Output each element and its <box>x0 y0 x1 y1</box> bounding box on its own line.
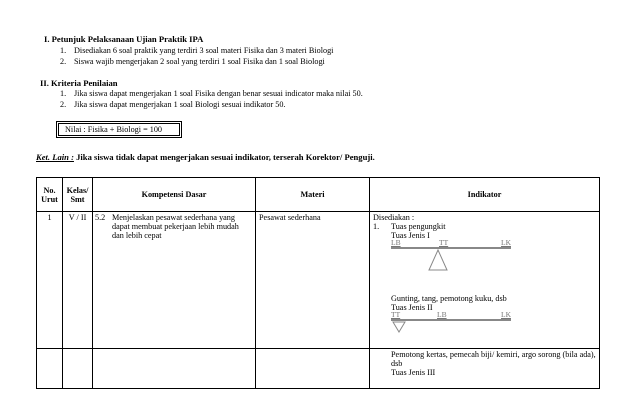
item-number: 1. <box>373 222 380 231</box>
table-row <box>37 349 600 389</box>
item-text: Disediakan 6 soal praktik yang terdiri 3 soal materi Fisika dan 3 materi Biologi <box>74 46 334 55</box>
item-text: Jika siswa dapat mengerjakan 1 soal Fisika dengan benar sesuai indicator maka nilai 50. <box>74 89 363 98</box>
kd-text: Menjelaskan pesawat sederhana yang dapat membuat pekerjaan lebih mudah dan lebih cepat <box>112 213 239 240</box>
lever-label-lk: LK <box>501 238 511 247</box>
item-number: 2. <box>60 100 67 109</box>
lever-type-1-diagram <box>373 240 511 272</box>
nilai-box <box>56 121 182 138</box>
cell-materi: Pesawat sederhana <box>256 212 370 349</box>
section1-item-2 <box>60 57 325 66</box>
lever-label-lb: LB <box>391 238 401 247</box>
cell-kompetensi <box>93 212 256 349</box>
ket-lain-text: Jika siswa tidak dapat mengerjakan sesuai indikator, terserah Korektor/ Penguji. <box>73 152 375 162</box>
cell-indikator <box>370 349 600 389</box>
table-header-row <box>37 178 600 212</box>
lever-type-2-label: Tuas Jenis II <box>391 303 433 312</box>
section1-title: I. Petunjuk Pelaksanaan Ujian Praktik IPA <box>44 34 204 44</box>
section2-item-1 <box>60 89 363 98</box>
lever-label-lb: LB <box>437 310 447 319</box>
lever-beam <box>391 319 511 321</box>
lever-label-tt: TT <box>439 238 449 247</box>
cell-indikator <box>370 212 600 349</box>
header-kelas: Kelas/ Smt <box>63 178 93 212</box>
header-indikator: Indikator <box>370 178 600 212</box>
cell-kelas: V / II <box>63 212 93 349</box>
lever-type-1-label: Tuas Jenis I <box>391 231 430 240</box>
item-text: Jika siswa dapat mengerjakan 1 soal Biologi sesuai indikator 50. <box>74 100 286 109</box>
indikator-intro: Disediakan : <box>373 213 415 222</box>
section2-title: II. Kriteria Penilaian <box>40 78 118 88</box>
cell-no: 1 <box>37 212 63 349</box>
table-row <box>37 212 600 349</box>
ket-lain-label: Ket. Lain : <box>36 152 74 162</box>
item-text: Tuas pengungkit <box>391 222 446 231</box>
lever-type-1-examples: Gunting, tang, pemotong kuku, dsb <box>391 294 507 303</box>
lever-beam <box>391 247 511 249</box>
item-number: 1. <box>60 89 67 98</box>
fulcrum-triangle-icon <box>392 321 406 333</box>
item-number: 1. <box>60 46 67 55</box>
indikator-item <box>373 222 596 231</box>
item-number: 2. <box>60 57 67 66</box>
header-materi: Materi <box>256 178 370 212</box>
item-text: Siswa wajib mengerjakan 2 soal yang terdiri 1 soal Fisika dan 1 soal Biologi <box>74 57 325 66</box>
cell-empty <box>93 349 256 389</box>
section2-item-2 <box>60 100 285 109</box>
ket-lain-note <box>36 152 375 162</box>
section1-item-1 <box>60 46 333 55</box>
cell-empty <box>63 349 93 389</box>
nilai-formula: Nilai : Fisika + Biologi = 100 <box>65 125 163 134</box>
lever-label-lk: LK <box>501 310 511 319</box>
header-no: No. Urut <box>37 178 63 212</box>
lever-label-tt: TT <box>391 310 401 319</box>
header-kompetensi: Kompetensi Dasar <box>93 178 256 212</box>
lever-type-2-diagram <box>373 312 511 334</box>
kd-number: 5.2 <box>95 213 106 222</box>
lever-type-3-label: Tuas Jenis III <box>391 368 436 377</box>
cell-empty <box>37 349 63 389</box>
lever-type-2-examples: Pemotong kertas, pemecah biji/ kemiri, argo sorong (bila ada), dsb <box>391 350 596 368</box>
fulcrum-triangle-icon <box>428 249 448 271</box>
cell-empty <box>256 349 370 389</box>
competency-table <box>36 177 600 389</box>
